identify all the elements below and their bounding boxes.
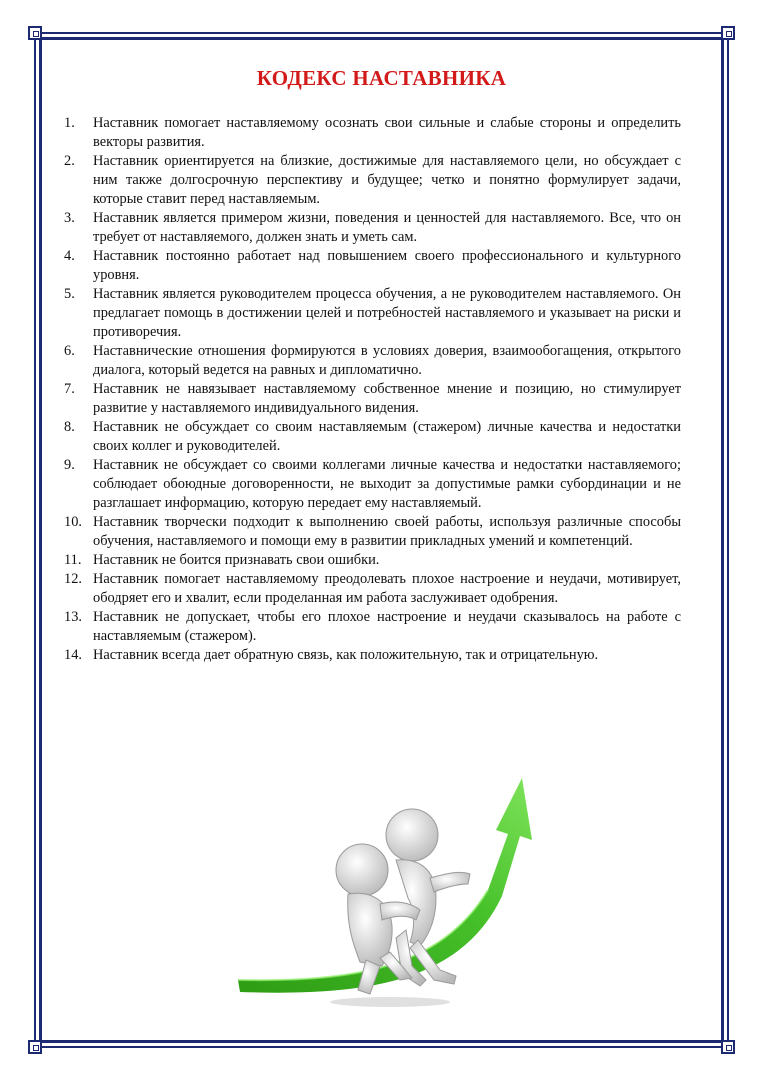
list-item	[64, 285, 681, 342]
item-text: Наставнические отношения формируются в условиях доверия, взаимообогащения, открытого диалога, который ведется на равных и дипломатично.	[93, 343, 681, 378]
item-number: 9.	[64, 457, 75, 473]
frame-corner-bottom-left	[28, 1040, 42, 1054]
code-list	[64, 114, 681, 665]
list-item	[64, 570, 681, 608]
item-text: Наставник является руководителем процесса обучения, а не руководителем наставляемого. Он предлагает помощь в достижении целей и потребностей наставляемого и указывает на риски и противоречия.	[93, 286, 681, 340]
list-item	[64, 152, 681, 209]
item-number: 11.	[64, 552, 82, 568]
item-number: 1.	[64, 115, 75, 131]
list-item	[64, 551, 681, 570]
item-text: Наставник помогает наставляемому преодолевать плохое настроение и неудачи, мотивирует, ободряет его и хвалит, если проделанная им работа заслуживает одобрения.	[93, 571, 681, 606]
item-number: 7.	[64, 381, 75, 397]
list-item	[64, 209, 681, 247]
item-text: Наставник не боится признавать свои ошибки.	[93, 552, 380, 568]
mentor-illustration	[230, 770, 550, 1010]
item-text: Наставник помогает наставляемому осознать свои сильные и слабые стороны и определить векторы развития.	[93, 115, 681, 150]
item-text: Наставник творчески подходит к выполнению своей работы, используя различные способы обучения, наставляемого и помощи ему в развитии прикладных умений и компетенций.	[93, 514, 681, 549]
list-item	[64, 380, 681, 418]
item-number: 5.	[64, 286, 75, 302]
item-number: 12.	[64, 571, 82, 587]
item-number: 6.	[64, 343, 75, 359]
item-number: 3.	[64, 210, 75, 226]
list-item	[64, 608, 681, 646]
list-item	[64, 513, 681, 551]
list-item	[64, 646, 681, 665]
item-text: Наставник ориентируется на близкие, достижимые для наставляемого цели, но обсуждает с ним также долгосрочную перспективу и будущее; четко и понятно формулирует задачи, которые ставит перед наставляемым.	[93, 153, 681, 207]
list-item	[64, 342, 681, 380]
item-text: Наставник постоянно работает над повышением своего профессионального и культурного уровня.	[93, 248, 681, 283]
page-title: КОДЕКС НАСТАВНИКА	[256, 66, 507, 90]
mentor-figure-icon	[386, 809, 470, 986]
item-number: 8.	[64, 419, 75, 435]
list-item	[64, 456, 681, 513]
item-text: Наставник не обсуждает со своими коллегами личные качества и недостатки наставляемого; соблюдает обоюдные договоренности, не выходит за допустимые рамки субординации и не разглашает информацию, которую передает ему наставляемый.	[93, 457, 681, 511]
frame-corner-bottom-right	[721, 1040, 735, 1054]
item-number: 10.	[64, 514, 82, 530]
list-item	[64, 114, 681, 152]
item-number: 13.	[64, 609, 82, 625]
shadow-icon	[330, 997, 450, 1007]
frame-corner-top-left	[28, 26, 42, 40]
item-text: Наставник всегда дает обратную связь, как положительную, так и отрицательную.	[93, 647, 599, 663]
item-number: 2.	[64, 153, 75, 169]
item-number: 4.	[64, 248, 75, 264]
item-text: Наставник не обсуждает со своим наставляемым (стажером) личные качества и недостатки своих коллег и руководителей.	[93, 419, 681, 454]
list-item	[64, 418, 681, 456]
item-text: Наставник не допускает, чтобы его плохое настроение и неудачи сказывалось на работе с наставляемым (стажером).	[93, 609, 681, 644]
item-text: Наставник не навязывает наставляемому собственное мнение и позицию, но стимулирует развитие у наставляемого индивидуального видения.	[93, 381, 681, 416]
item-text: Наставник является примером жизни, поведения и ценностей для наставляемого. Все, что он требует от наставляемого, должен знать и уметь сам.	[93, 210, 681, 245]
item-number: 14.	[64, 647, 82, 663]
list-item	[64, 247, 681, 285]
frame-corner-top-right	[721, 26, 735, 40]
